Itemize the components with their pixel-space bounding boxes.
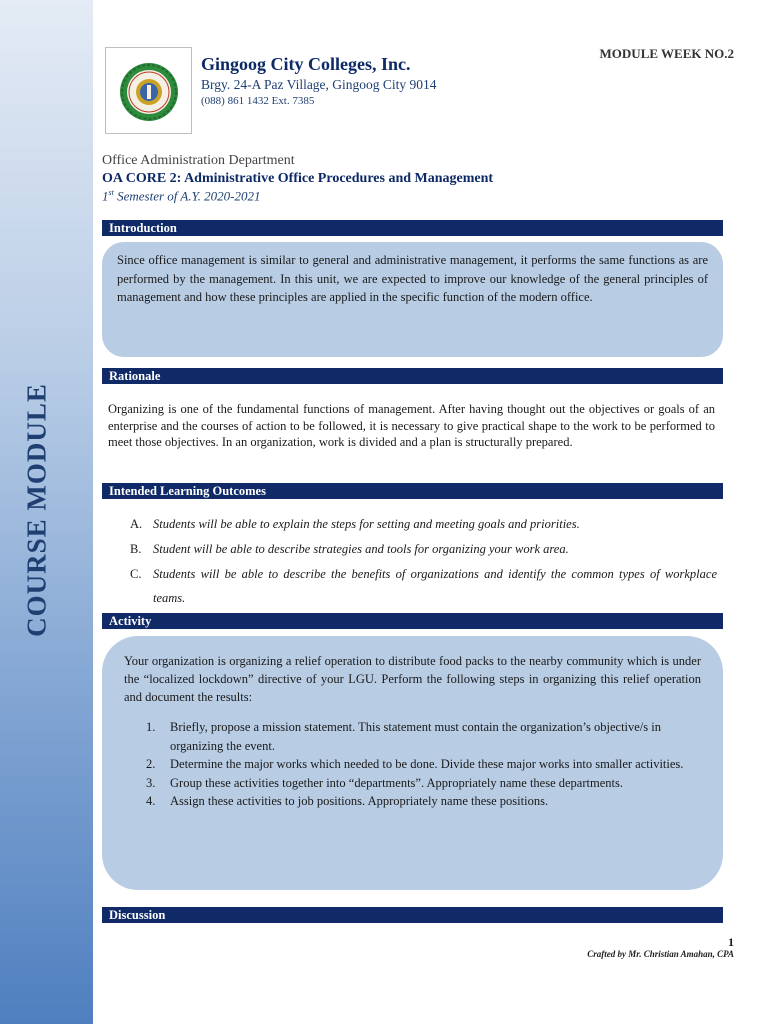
module-week-label: MODULE WEEK NO.2 [599,46,734,61]
step-text: Briefly, propose a mission statement. This statement must contain the organization’s objective/s in organizing the event. [170,720,661,753]
outcomes-list [130,512,717,611]
activity-step [146,718,701,755]
step-marker: 2. [146,757,156,771]
step-text: Assign these activities to job positions. Appropriately name these positions. [170,794,549,808]
introduction-panel [102,242,723,357]
semester-label [102,188,260,204]
introduction-text: Since office management is similar to general and administrative management, it performs the same functions as are performed by the management. In this unit, we are expected to improve our knowledge of the general principles of management and how these principles are applied in the specific function of the modern office. [117,253,708,304]
activity-steps [124,718,701,811]
step-marker: 3. [146,775,156,790]
activity-step [146,755,701,774]
step-marker: 4. [146,794,156,808]
activity-intro: Your organization is organizing a relief operation to distribute food packs to the nearby community which is under the “localized lockdown” directive of your LGU. Perform the following steps in organizing this relief operation and document the results: [124,654,701,704]
school-phone: (088) 861 1432 Ext. 7385 [201,95,315,107]
outcome-marker: A. [130,517,143,531]
logo-frame [105,47,192,134]
introduction-header: Introduction [102,220,723,236]
outcome-item [130,537,717,561]
outcome-text: Student will be able to describe strategies and tools for organizing your work area. [153,542,569,556]
rationale-text: Organizing is one of the fundamental functions of management. After having thought out the objectives or goals of an enterprise and the courses of action to be followed, it is necessary to give practical shape to the work to be performed to meet those objectives. In an organization, work is divided and a plan is structurally prepared. [108,402,715,449]
crafted-by: Crafted by Mr. Christian Amahan, CPA [587,949,734,959]
semester-ordinal: st [108,188,114,197]
course-module-label: COURSE MODULE [21,383,52,637]
rationale-header: Rationale [102,368,723,384]
step-text: Determine the major works which needed to be done. Divide these major works into smaller activities. [170,757,684,771]
outcome-text: Students will be able to describe the benefits of organizations and identify the common types of workplace teams. [153,567,717,605]
college-seal-icon [114,60,184,124]
outcome-item [130,562,717,610]
department-name: Office Administration Department [102,153,295,168]
step-text: Group these activities together into “departments”. Appropriately name these departments. [170,775,623,790]
outcome-text: Students will be able to explain the steps for setting and meeting goals and priorities. [153,517,580,531]
outcome-marker: B. [130,542,142,556]
school-name: Gingoog City Colleges, Inc. [201,54,411,74]
semester-number: 1 [102,188,109,204]
school-address: Brgy. 24-A Paz Village, Gingoog City 9014 [201,77,437,92]
activity-step [146,774,701,793]
outcome-marker: C. [130,567,142,581]
outcome-item [130,512,717,536]
activity-step [146,792,701,811]
activity-panel [102,636,723,890]
semester-text: Semester of A.Y. 2020-2021 [113,188,261,204]
page-number: 1 [728,935,734,949]
outcomes-header: Intended Learning Outcomes [102,483,723,499]
course-title: OA CORE 2: Administrative Office Procedures and Management [102,171,494,186]
step-marker: 1. [146,720,156,734]
discussion-header: Discussion [102,907,723,923]
activity-header: Activity [102,613,723,629]
side-band [0,0,93,1024]
